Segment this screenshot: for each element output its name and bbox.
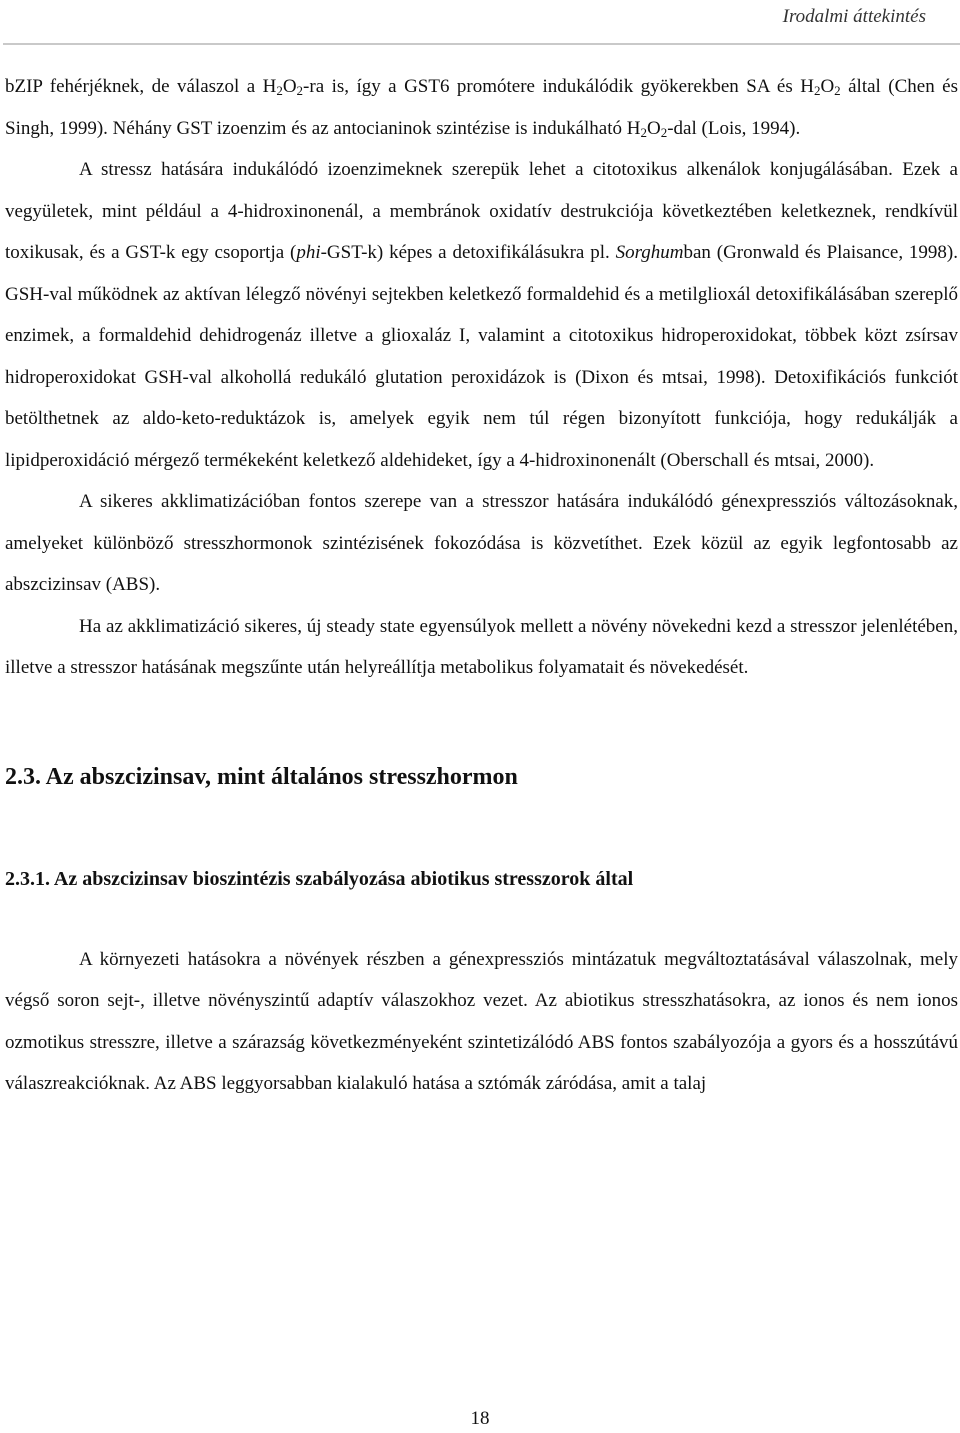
text-run: -dal (Lois, 1994). xyxy=(667,117,801,139)
subscript: 2 xyxy=(296,83,304,98)
running-header: Irodalmi áttekintés xyxy=(782,6,926,27)
section-heading xyxy=(5,761,958,793)
subscript: 2 xyxy=(813,83,821,98)
text-run: ban (Gronwald és Plaisance, 1998). GSH-val működnek az aktívan lélegző növényi sejtekben keletkező formaldehid és a metilglioxál detoxifikálásában szereplő enzimek, a formaldehid dehidrogenáz illetve a glioxaláz I, valamint a citotoxikus hidroperoxidokat, többek közt zsírsav hidroperoxidokat GSH-val alkohollá redukáló glutation peroxidázok is (Dixon és mtsai, 1998). Detoxifikációs funkciót betölthetnek az aldo-keto-reduktázok is, amelyek egyik nem túl régen bizonyított funkciója, hogy redukálják a lipidperoxidáció mérgező termékeként keletkező aldehideket, így a 4-hidroxinonenált (Oberschall és mtsai, 2000). xyxy=(5,242,958,471)
paragraph-alkenal-conjugation xyxy=(5,149,958,481)
subscript: 2 xyxy=(276,83,283,98)
paragraph-gst-promoter xyxy=(5,66,958,149)
text-run: által (Chen és Singh, 1999). Néhány GST izoenzim és az antocianinok szintézise is indukálható H xyxy=(5,76,958,139)
page-body xyxy=(5,66,958,1105)
section-title-text: Az abszcizinsav, mint általános stresszhormon xyxy=(41,763,518,790)
text-run: O xyxy=(820,76,835,97)
paragraph-environmental-effects: A környezeti hatásokra a növények részben a génexpressziós mintázatuk megváltoztatásával válaszolnak, mely végső soron sejt-, illetve növényszintű adaptív válaszokhoz vezet. Az abiotikus stresszhatásokra, az ionos és nem ionos ozmotikus stresszre, illetve a szárazság következményeként szintetizálódó ABS fontos szabályozója a gyors és a hosszútávú válaszreakcióknak. Az ABS leggyorsabban kialakuló hatása a sztómák záródása, amit a talaj xyxy=(5,948,958,1094)
text-run: O xyxy=(282,76,297,97)
section-number: 2.3. xyxy=(5,763,41,790)
paragraph-steady-state: Ha az akklimatizáció sikeres, új steady state egyensúlyok mellett a növény növekedni kezd a stresszor jelenlétében, illetve a stresszor hatásának megszűnte után helyreállítja metabolikus folyamatait és növekedését. xyxy=(5,615,958,678)
italic-text: phi xyxy=(296,242,321,263)
page-number: 18 xyxy=(470,1408,490,1429)
text-run: -GST-k) képes a detoxifikálásukra pl. xyxy=(320,242,616,263)
italic-text: Sorghum xyxy=(615,242,684,263)
text-run: bZIP fehérjéknek, de válaszol a H xyxy=(5,76,277,97)
subscript: 2 xyxy=(834,83,841,98)
subsection-heading xyxy=(5,864,958,894)
text-run: -ra is, így a GST6 promótere indukálódik gyökerekben SA és H xyxy=(303,76,814,97)
text-run: O xyxy=(646,117,661,139)
subsection-title-text: Az abszcizinsav bioszintézis szabályozása abiotikus stresszorok által xyxy=(50,867,634,890)
subscript: 2 xyxy=(660,124,668,140)
subscript: 2 xyxy=(640,124,647,140)
text-run: A stressz hatására indukálódó izoenzimeknek szerepük lehet a citotoxikus alkenálok konjugálásában. Ezek a vegyületek, mint például a 4-hidroxinonenál, a membránok oxidatív destrukciója következtében keletkeznek, rendkívül toxikusak, és a GST-k egy csoportja ( xyxy=(5,159,958,263)
paragraph-acclimatization: A sikeres akklimatizációban fontos szerepe van a stresszor hatására indukálódó génexpressziós változásoknak, amelyeket különböző stresszhormonok szintézisének fokozódása is közvetíthet. Ezek közül az egyik legfontosabb az abszcizinsav (ABS). xyxy=(5,491,958,595)
subsection-number: 2.3.1. xyxy=(5,867,50,890)
header-divider xyxy=(3,43,960,45)
